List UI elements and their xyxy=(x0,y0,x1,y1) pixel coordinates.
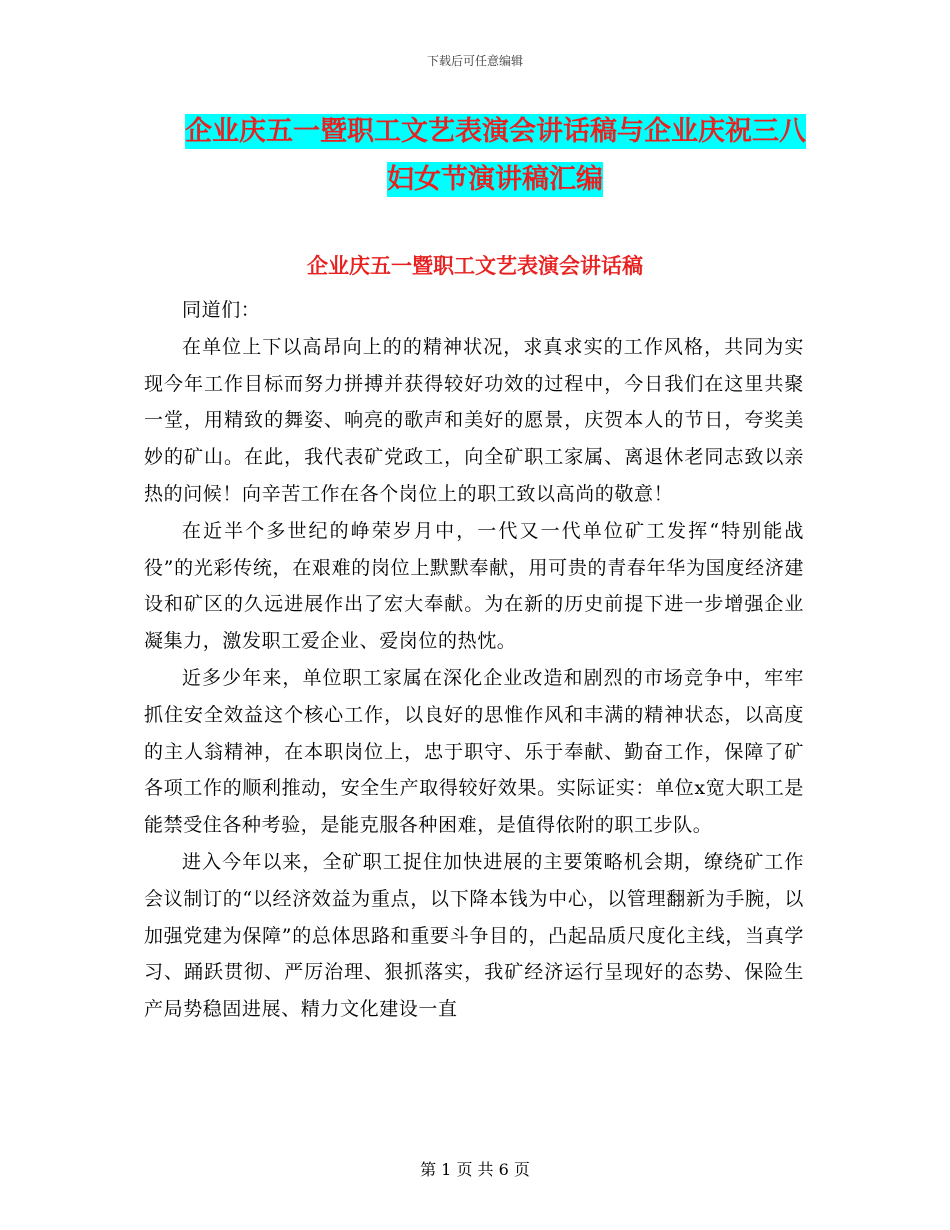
title-line-2-text: 妇女节演讲稿汇编 xyxy=(387,164,603,195)
paragraph: 在近半个多世纪的峥荣岁月中，一代又一代单位矿工发挥“特别能战役”的光彩传统，在艰难的岗位上默默奉献，用可贵的青春年华为国度经济建设和矿区的久远进展作出了宏大奉献。为在新的历史前提下进一步增强企业凝集力，激发职工爱企业、爱岗位的热忱。 xyxy=(144,519,804,653)
paragraph-salutation: 同道们： xyxy=(182,299,261,321)
header-note: 下载后可任意编辑 xyxy=(426,54,523,68)
paragraph: 近多少年来，单位职工家属在深化企业改造和剧烈的市场竞争中，牢牢抓住安全效益这个核心工作，以良好的思惟作风和丰满的精神状态，以高度的主人翁精神，在本职岗位上，忠于职守、乐于奉献、勤奋工作，保障了矿各项工作的顺利推动，安全生产取得较好效果。实际证实：单位x宽大职工是能禁受住各种考验，是能克服各种困难，是值得依附的职工步队。 xyxy=(144,666,804,837)
paragraph: 进入今年以来，全矿职工捉住加快进展的主要策略机会期，缭绕矿工作会议制订的“以经济效益为重点，以下降本钱为中心，以管理翻新为手腕，以加强党建为保障”的总体思路和重要斗争目的，凸起品质尺度化主线，当真学习、踊跃贯彻、严厉治理、狠抓落实，我矿经济运行呈现好的态势、保险生产局势稳固进展、精力文化建设一直 xyxy=(144,850,804,1021)
document-title-line-1 xyxy=(185,108,805,156)
body-text xyxy=(144,292,804,1028)
page-footer: 第 1 页 共 6 页 xyxy=(420,1160,530,1179)
title-line-1-text: 企业庆五一暨职工文艺表演会讲话稿与企业庆祝三八 xyxy=(185,116,806,147)
document-title-line-2 xyxy=(185,156,805,204)
paragraph: 在单位上下以高昂向上的的精神状况，求真求实的工作风格，共同为实现今年工作目标而努力拼搏并获得较好功效的过程中，今日我们在这里共聚一堂，用精致的舞姿、响亮的歌声和美好的愿景，庆贺本人的节日，夸奖美妙的矿山。在此，我代表矿党政工，向全矿职工家属、离退休老同志致以亲热的问候！向辛苦工作在各个岗位上的职工致以高尚的敬意！ xyxy=(144,335,804,505)
document-title xyxy=(185,108,805,204)
section-title: 企业庆五一暨职工文艺表演会讲话稿 xyxy=(307,254,643,278)
